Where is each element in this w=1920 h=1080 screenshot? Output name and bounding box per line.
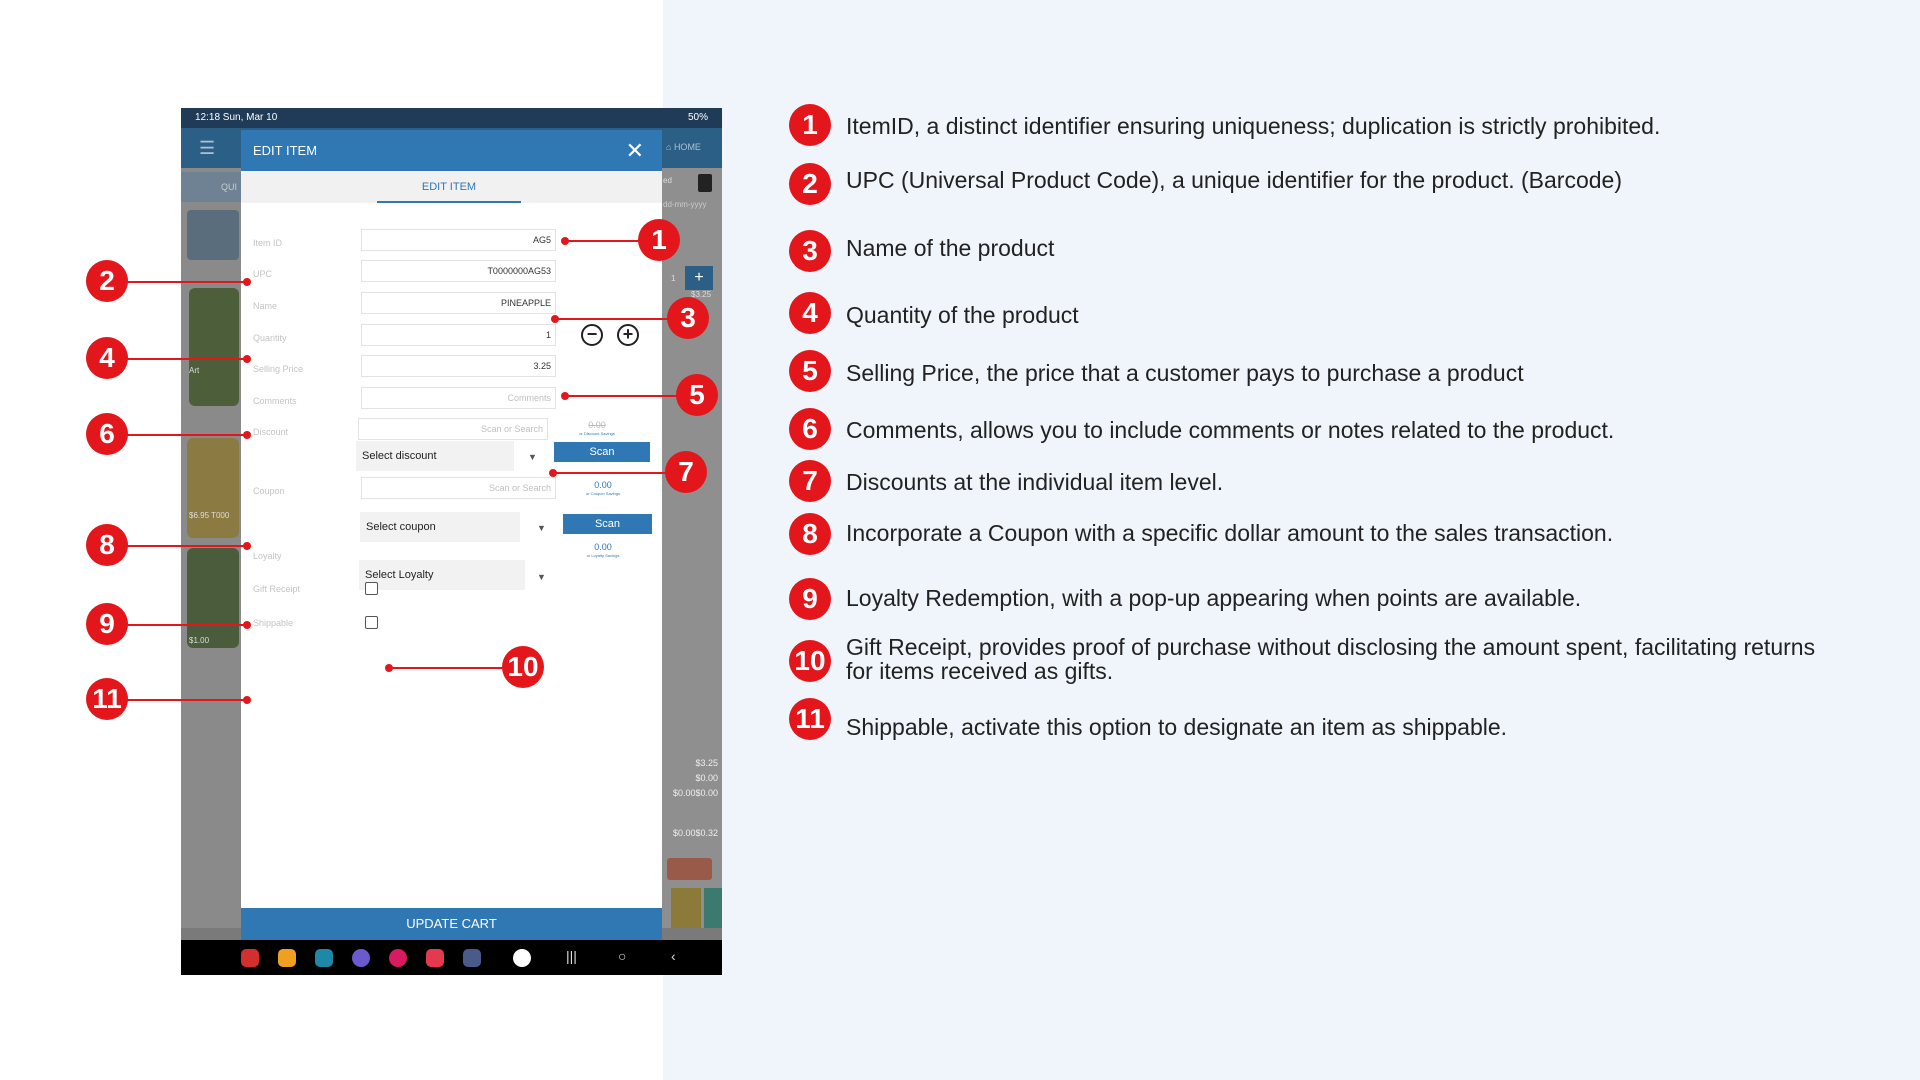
update-cart-button[interactable]: UPDATE CART bbox=[241, 908, 662, 940]
cart-qty: 1 bbox=[671, 274, 676, 283]
upc-label: UPC bbox=[253, 269, 273, 279]
tile-price: $1.00 bbox=[189, 636, 210, 645]
callout-marker-7: 7 bbox=[665, 451, 707, 493]
quantity-input[interactable]: 1 bbox=[361, 324, 556, 346]
item-id-input[interactable]: AG5 bbox=[361, 229, 556, 251]
quantity-label: Quantity bbox=[253, 333, 287, 343]
browser-icon[interactable] bbox=[352, 949, 370, 967]
recent-apps-icon[interactable]: ||| bbox=[566, 948, 577, 964]
callout-line bbox=[555, 318, 670, 320]
gallery-icon[interactable] bbox=[389, 949, 407, 967]
shippable-checkbox[interactable] bbox=[365, 616, 378, 629]
loyalty-amount: 0.00 bbox=[594, 542, 612, 552]
callout-marker-3: 3 bbox=[667, 297, 709, 339]
callout-line bbox=[125, 281, 247, 283]
discount-label: Discount bbox=[253, 427, 289, 437]
background-tab[interactable]: QUI bbox=[181, 172, 241, 202]
callout-dot bbox=[561, 392, 569, 400]
chevron-down-icon[interactable]: ▼ bbox=[537, 523, 546, 533]
background-button[interactable] bbox=[667, 858, 712, 880]
home-nav-icon[interactable]: ○ bbox=[618, 948, 627, 964]
comments-input[interactable]: Comments bbox=[361, 387, 556, 409]
legend-number: 2 bbox=[789, 163, 831, 205]
plus-icon[interactable]: + bbox=[685, 266, 713, 290]
callout-marker-8: 8 bbox=[86, 524, 128, 566]
loyalty-select[interactable]: Select Loyalty bbox=[359, 560, 525, 590]
trash-icon[interactable] bbox=[698, 174, 712, 192]
callout-marker-11: 11 bbox=[86, 678, 128, 720]
product-tile[interactable] bbox=[187, 210, 239, 260]
selling-price-label: Selling Price bbox=[253, 364, 304, 374]
selling-price-input[interactable]: 3.25 bbox=[361, 355, 556, 377]
callout-dot bbox=[243, 355, 251, 363]
loyalty-savings-label: or Loyalty Savings bbox=[586, 553, 620, 558]
legend-text: Comments, allows you to include comments or notes related to the product. bbox=[846, 417, 1615, 443]
product-tile-image[interactable] bbox=[189, 288, 239, 406]
legend-text: Incorporate a Coupon with a specific dollar amount to the sales transaction. bbox=[846, 520, 1614, 546]
status-battery: 50% bbox=[687, 112, 708, 123]
legend-text: Discounts at the individual item level. bbox=[846, 469, 1224, 495]
callout-line bbox=[125, 358, 247, 360]
discount-savings-label: or Discount Savings bbox=[579, 431, 615, 436]
callout-marker-2: 2 bbox=[86, 260, 128, 302]
coupon-search-input[interactable]: Scan or Search bbox=[361, 477, 556, 499]
increment-icon[interactable]: + bbox=[617, 324, 639, 346]
legend-number: 9 bbox=[789, 578, 831, 620]
discount-search-input[interactable]: Scan or Search bbox=[358, 418, 548, 440]
dialog-tabbar bbox=[241, 171, 662, 203]
cart-totals: $3.25 $0.00 $0.00$0.00 $0.00$0.32 bbox=[672, 758, 718, 838]
legend-number: 11 bbox=[789, 698, 831, 740]
coupon-label: Coupon bbox=[253, 486, 285, 496]
apps-grid-icon[interactable] bbox=[463, 949, 481, 967]
cart-price: $3.25 bbox=[691, 290, 712, 299]
callout-marker-6: 6 bbox=[86, 413, 128, 455]
callout-line bbox=[125, 624, 247, 626]
coupon-amount: 0.00 bbox=[594, 480, 612, 490]
coupon-scan-button[interactable]: Scan bbox=[563, 514, 652, 534]
coupon-select[interactable]: Select coupon bbox=[360, 512, 520, 542]
callout-dot bbox=[243, 542, 251, 550]
callout-dot bbox=[385, 664, 393, 672]
callout-dot bbox=[243, 278, 251, 286]
discount-select[interactable]: Select discount bbox=[356, 441, 514, 471]
tile-price: $6.95 T000 bbox=[189, 511, 230, 520]
hamburger-menu-icon[interactable]: ☰ bbox=[199, 138, 216, 158]
decrement-icon[interactable]: − bbox=[581, 324, 603, 346]
legend-text: UPC (Universal Product Code), a unique identifier for the product. (Barcode) bbox=[846, 167, 1622, 193]
chevron-down-icon[interactable]: ▼ bbox=[528, 452, 537, 462]
background-button[interactable] bbox=[671, 888, 701, 928]
android-navigation-bar bbox=[181, 940, 722, 975]
product-tile-image[interactable] bbox=[187, 438, 239, 538]
tab-edit-item[interactable]: EDIT ITEM bbox=[377, 171, 521, 203]
legend-number: 8 bbox=[789, 513, 831, 555]
upc-input[interactable]: T0000000AG53 bbox=[361, 260, 556, 282]
back-nav-icon[interactable]: ‹ bbox=[671, 948, 676, 964]
legend-text: Selling Price, the price that a customer pays to purchase a product bbox=[846, 360, 1524, 386]
legend-number: 6 bbox=[789, 408, 831, 450]
callout-marker-9: 9 bbox=[86, 603, 128, 645]
legend-text: Name of the product bbox=[846, 235, 1055, 261]
callout-line bbox=[125, 699, 247, 701]
folder-icon[interactable] bbox=[278, 949, 296, 967]
callout-line bbox=[389, 667, 507, 669]
legend-text: Loyalty Redemption, with a pop-up appearing when points are available. bbox=[846, 585, 1582, 611]
callout-marker-1: 1 bbox=[638, 219, 680, 261]
callout-marker-5: 5 bbox=[676, 374, 718, 416]
legend-number: 1 bbox=[789, 104, 831, 146]
legend-number: 4 bbox=[789, 292, 831, 334]
gift-receipt-label: Gift Receipt bbox=[253, 584, 301, 594]
shippable-label: Shippable bbox=[253, 618, 294, 628]
legend-text: Quantity of the product bbox=[846, 302, 1079, 328]
legend-number: 7 bbox=[789, 460, 831, 502]
callout-line bbox=[565, 395, 680, 397]
chevron-down-icon[interactable]: ▼ bbox=[537, 572, 546, 582]
dialog-title: EDIT ITEM bbox=[253, 143, 318, 158]
callout-marker-4: 4 bbox=[86, 337, 128, 379]
status-time: 12:18 Sun, Mar 10 bbox=[195, 112, 278, 123]
product-tile-image[interactable] bbox=[187, 548, 239, 648]
google-icon[interactable] bbox=[513, 949, 531, 967]
discount-amount: 0.00 bbox=[588, 420, 606, 430]
legend-text: Shippable, activate this option to designate an item as shippable. bbox=[846, 714, 1508, 740]
coupon-savings-label: or Coupon Savings bbox=[585, 491, 621, 496]
legend-number: 10 bbox=[789, 640, 831, 682]
name-input[interactable]: PINEAPPLE bbox=[361, 292, 556, 314]
loyalty-label: Loyalty bbox=[253, 551, 282, 561]
comments-label: Comments bbox=[253, 396, 297, 406]
legend-text: ItemID, a distinct identifier ensuring uniqueness; duplication is strictly prohibited. bbox=[846, 113, 1661, 139]
callout-line bbox=[565, 240, 645, 242]
callout-dot bbox=[551, 315, 559, 323]
callout-line bbox=[125, 545, 247, 547]
app-icon[interactable] bbox=[241, 949, 259, 967]
item-id-label: Item ID bbox=[253, 238, 283, 248]
legend-number: 5 bbox=[789, 350, 831, 392]
edit-item-dialog bbox=[241, 130, 662, 940]
background-button[interactable] bbox=[704, 888, 722, 928]
camera-icon[interactable] bbox=[426, 949, 444, 967]
callout-line bbox=[553, 472, 673, 474]
cart-label: ed bbox=[663, 176, 672, 185]
callout-dot bbox=[549, 469, 557, 477]
status-bar bbox=[181, 108, 722, 128]
legend-text: Gift Receipt, provides proof of purchase without disclosing the amount spent, facilitating returns for items received as gifts. bbox=[846, 634, 1816, 684]
callout-dot bbox=[243, 696, 251, 704]
callout-line bbox=[125, 434, 247, 436]
cart-date: dd-mm-yyyy bbox=[663, 200, 707, 209]
callout-dot bbox=[243, 431, 251, 439]
callout-marker-10: 10 bbox=[502, 646, 544, 688]
callout-dot bbox=[561, 237, 569, 245]
dialog-header bbox=[241, 130, 662, 171]
discount-scan-button[interactable]: Scan bbox=[554, 442, 650, 462]
tile-label: Art bbox=[189, 366, 200, 375]
callout-dot bbox=[243, 621, 251, 629]
legend-number: 3 bbox=[789, 230, 831, 272]
home-button[interactable]: ⌂ HOME bbox=[666, 142, 701, 152]
gift-receipt-checkbox[interactable] bbox=[365, 582, 378, 595]
name-label: Name bbox=[253, 301, 278, 311]
close-icon[interactable]: ✕ bbox=[625, 138, 644, 163]
calendar-icon[interactable] bbox=[315, 949, 333, 967]
